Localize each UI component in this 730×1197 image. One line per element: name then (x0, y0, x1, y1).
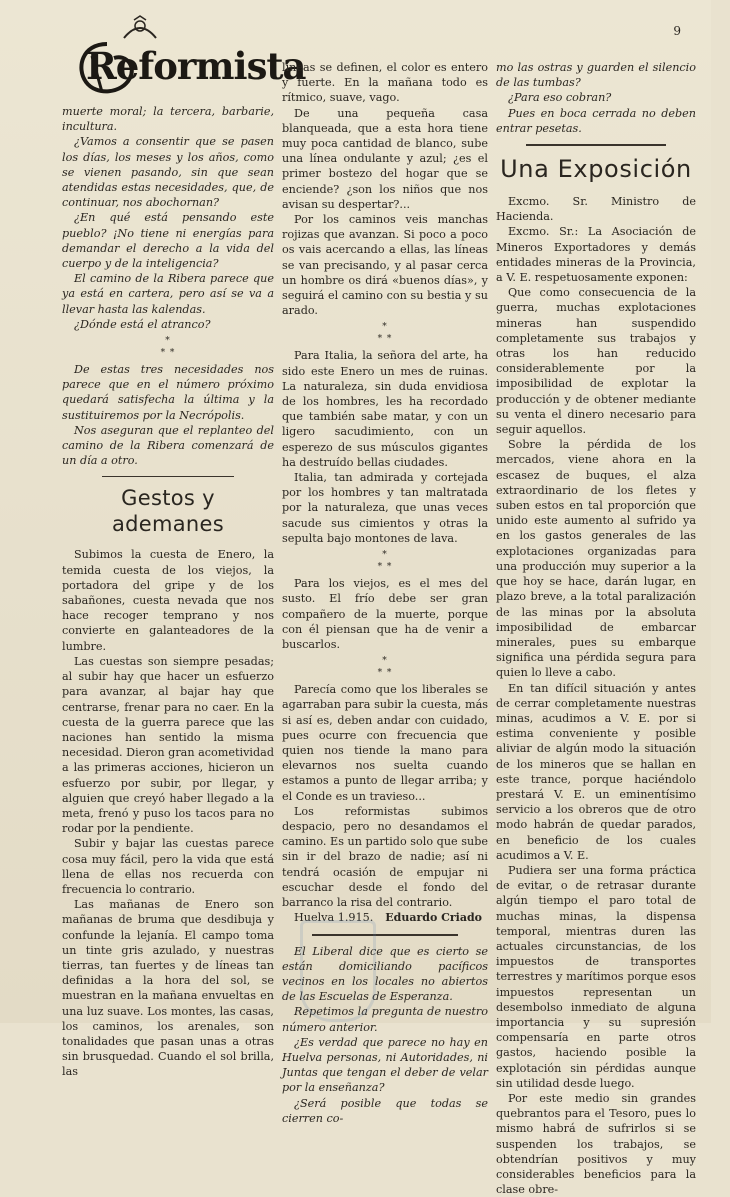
paragraph: mo las ostras y guarden el silencio de las tumbas? (496, 61, 696, 90)
asterism-separator: * * * (160, 336, 176, 359)
asterism-separator: * * * (377, 322, 393, 345)
paragraph: Subir y bajar las cuestas parece cosa muy fácil, pero la vida que está llena de ellas nos recuerda con frecuencia lo contrario. (62, 837, 274, 896)
paragraph: Pues en boca cerrada no deben entrar pesetas. (496, 106, 696, 135)
section-title: Gestos y ademanes (111, 486, 224, 537)
paragraph: De estas tres necesidades nos parece que en el número próximo quedará satisfecha la última y la sustituiremos por la Necrópolis. (62, 363, 274, 422)
paragraph: Para Italia, la señora del arte, ha sido este Enero un mes de ruinas. La naturaleza, sin duda envidiosa de los hombres, les ha recordado que también sabe matar, y con un ligero sacudimiento, con un esperezo de sus músculos gigantes ha destruído bellas ciudades. (282, 349, 488, 469)
column-1 (62, 0, 274, 1127)
paragraph: Subimos la cuesta de Enero, la temida cuesta de los viejos, la portadora del gripe y de los sabañones, cuesta nevada que nos hace recoger temprano y nos convierte en galanteadores de la lumbre. (62, 548, 274, 653)
paragraph: Excmo. Sr. Ministro de Hacienda. (496, 195, 696, 224)
paragraph: Los reformistas subimos despacio, pero no desandamos el camino. Es un partido solo que sube sin ir del brazo de nadie; así ni tendrá ocasión de empujar ni escuchar desde el fondo del barranco la risa del contrario. (282, 804, 488, 909)
section-title: Una Exposición (500, 155, 692, 184)
divider (526, 144, 666, 146)
paragraph: Que como consecuencia de la guerra, muchas explotaciones mineras han suspendido completamente sus trabajos y otras los han reducido considerablemente por la imposibilidad de explotar la producción y de obtener mediante su venta el dinero necesario para seguir aquellos. (496, 286, 696, 437)
paragraph: Por este medio sin grandes quebrantos para el Tesoro, pues lo mismo habrá de sufrirlos si se suspenden los trabajos, se obtendrían positivos y muy considerables beneficios para la clase obre- (496, 1092, 696, 1197)
paragraph: Parecía como que los liberales se agarraban para subir la cuesta, más si así es, deben andar con cuidado, pues ocurre con frecuencia que quien nos tiende la mano para elevarnos nos suelta cuando estamos a punto de llegar arriba; y el Conde es un travieso... (282, 683, 488, 803)
paragraph: muerte moral; la tercera, barbarie, incultura. (62, 105, 274, 134)
paragraph: Nos aseguran que el replanteo del camino de la Ribera comenzará de un día a otro. (62, 423, 274, 468)
paragraph: Excmo. Sr.: La Asociación de Mineros Exportadores y demás entidades mineras de la Provincia, a V. E. respetuosamente exponen: (496, 225, 696, 285)
paragraph: En tan difícil situación y antes de cerrar completamente nuestras minas, acudimos a V. E. por si estima conveniente y posible aliviar de algún modo la situación de los mineros que se hallan en este trance, porque haciéndolo prestará V. E. un eminentísimo servicio a los obreros que de otro modo habrán de quedar parados, en beneficio de los cuales acudimos a V. E. (496, 681, 696, 862)
paragraph: ¿Para eso cobran? (508, 91, 612, 105)
paragraph: De una pequeña casa blanqueada, que a esta hora tiene muy poca cantidad de blanco, sube una línea ondulante y azul; ¿es el primer bostezo del hogar que se enciende? ¿son los niños que nos avisan su despertar?... (282, 106, 488, 211)
paragraph: ¿Es verdad que parece no hay en Huelva personas, ni Autoridades, ni Juntas que tengan el deber de velar por la enseñanza? (282, 1035, 488, 1095)
paragraph: Sobre la pérdida de los mercados, viene ahora en la escasez de buques, el alza extraordinario de los fletes y suben estos en tal proporción que unido este aumento al sufrido ya en los gastos generales de las explotaciones organizadas para una producción muy superior a la que hoy se hace, darán lugar, en plazo breve, a la total paralización de las minas por la absoluta imposibilidad de embarcar minerales, pues su embarque significa una pérdida segura para quien lo lleve a cabo. (496, 438, 696, 680)
paragraph: ¿Vamos a consentir que se pasen los días, los meses y los años, como se vienen pasando, sin que sean atendidas estas necesidades, que, de continuar, nos abochornan? (62, 135, 274, 210)
paragraph: Las cuestas son siempre pesadas; al subir hay que hacer un esfuerzo para avanzar, al bajar hay que centrarse, frenar para no caer. En la cuesta de la guerra parece que las naciones han sentido la misma necesidad. Dieron gran acometividad a las primeras acciones, hicieron un esfuerzo por subir, por llegar, y alguien que creyó haber llegado a la meta, frenó y puso los tacos para no rodar por la pendiente. (62, 654, 274, 836)
paragraph: ¿Dónde está el atranco? (74, 317, 211, 331)
archive-watermark (300, 920, 730, 1020)
paragraph: Por los caminos veis manchas rojizas que avanzan. Si poco a poco os vais acercando a ellas, las líneas se van precisando, y al pasar cerca un hombre os dirá «buenos días», y seguirá el camino con su bestia y su arado. (282, 213, 488, 318)
place-date: Huelva 1.915. (294, 911, 374, 925)
page-number: 9 (673, 24, 681, 38)
paragraph: Italia, tan admirada y cortejada por los hombres y tan maltratada por la naturaleza, que unas veces sacude sus cimientos y otras la sepulta bajo montones de lava. (282, 471, 488, 545)
asterism-separator: * * * (377, 550, 393, 573)
paragraph: ¿Será posible que todas se cierren co- (282, 1096, 488, 1125)
paragraph: líneas se definen, el color es entero y fuerte. En la mañana todo es rítmico, suave, vago. (282, 61, 488, 105)
paragraph: El camino de la Ribera parece que ya está en cartera, pero así se va a llevar hasta las kalendas. (62, 272, 274, 316)
masthead-title: Reformista (86, 44, 306, 88)
paragraph: Las mañanas de Enero son mañanas de bruma que desdibuja y confunde la lejanía. El campo toma un tinte gris azulado, y nuestras tierras, tan fuertes y de líneas tan definidas a la hora del sol, se muestran en la mañana envueltas en una luz suave. Los montes, las casas, los caminos, los arenales, son tonalidades que pasan unas a otras sin brusquedad. Cuando el sol brilla, las (62, 898, 274, 1079)
paragraph: Repetimos la pregunta de nuestro número anterior. (282, 1005, 488, 1034)
paragraph: Pudiera ser una forma práctica de evitar, o de retrasar durante algún tiempo el paro total de muchas minas, la dispensa temporal, mientras duren las actuales circunstancias, de los impuestos de transportes terrestres y marítimos porque esos impuestos representan un desembolso inmediato de alguna importancia y su supresión compensaría en parte otros gastos, haciendo posible la explotación sin pérdidas aunque sin utilidad desde luego. (496, 863, 696, 1090)
divider (102, 476, 234, 477)
author-signature: Eduardo Criado (385, 911, 482, 925)
asterism-separator: * * * (377, 656, 393, 679)
shield-icon (300, 920, 376, 1022)
paragraph: El Liberal dice que es cierto se están domiciliando pacíficos vecinos en los locales no abiertos de las Escuelas de Esperanza. (282, 944, 488, 1004)
paragraph: Para los viejos, es el mes del susto. El frío debe ser gran compañero de la muerte, porque con él piensan que ha de venir a buscarlos. (282, 577, 488, 651)
paragraph: ¿En qué está pensando este pueblo? ¡No tiene ni energías para demandar el derecho a la vida del cuerpo y de la inteligencia? (62, 211, 274, 271)
